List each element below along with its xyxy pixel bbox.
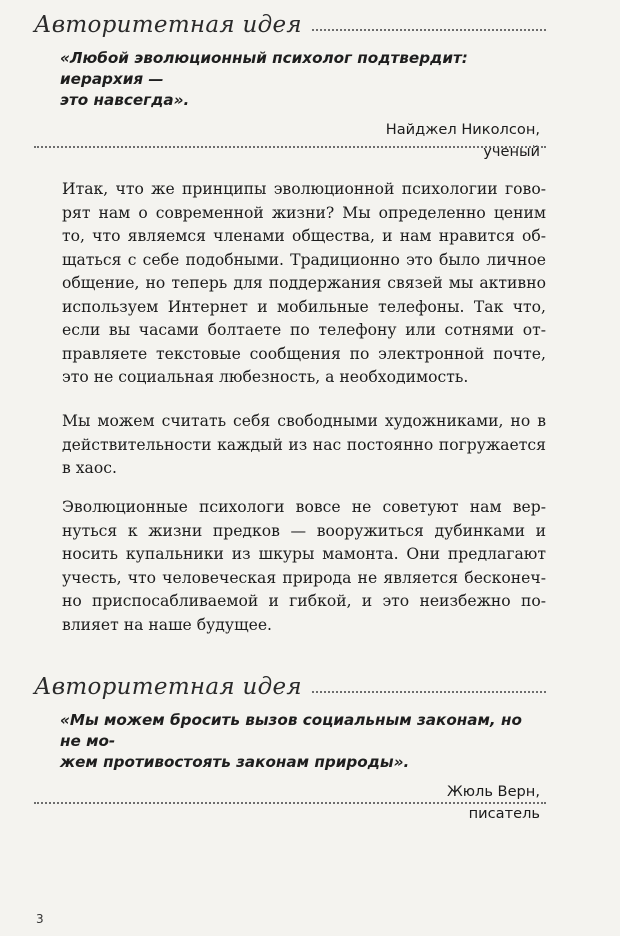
authority-idea-box-1 xyxy=(34,6,546,163)
page-number: 3 xyxy=(36,912,44,926)
quote-line: «Любой эволюционный психолог подтвердит: иерархия — xyxy=(60,49,468,88)
authority-idea-heading-row xyxy=(34,6,546,40)
body-paragraph-1 xyxy=(62,178,546,390)
text-line: в хаос. xyxy=(62,459,117,477)
text-line: используем Интернет и мобильные телефоны. Так что, xyxy=(62,297,546,316)
quote-author: Жюль Верн, xyxy=(446,783,540,800)
heading-dotted-rule xyxy=(312,691,546,693)
text-line: Итак, что же принципы эволюционной психологии гово- xyxy=(62,180,546,198)
heading-dotted-rule xyxy=(312,29,546,31)
text-line: щаться с себе подобными. Традиционно это было личное xyxy=(62,250,546,269)
quote-text xyxy=(60,710,546,773)
text-line: то, что являемся членами общества, и нам нравится об- xyxy=(62,227,546,245)
text-line: нуться к жизни предков — вооружиться дубинками и xyxy=(62,521,546,540)
quote-text xyxy=(60,48,546,111)
quote-attribution xyxy=(34,119,540,163)
text-line: действительности каждый из нас постоянно погружается xyxy=(62,435,546,454)
body-paragraph-3 xyxy=(62,496,546,637)
quote-author: Найджел Николсон, xyxy=(385,121,540,138)
text-line: правляете текстовые сообщения по электронной почте, xyxy=(62,344,546,363)
text-line: рят нам о современной жизни? Мы определенно ценим xyxy=(62,203,546,222)
quote-line: «Мы можем бросить вызов социальным законам, но не мо- xyxy=(60,711,522,750)
authority-idea-heading-row xyxy=(34,668,546,702)
quote-author-role: писатель xyxy=(468,805,540,822)
text-line: общение, но теперь для поддержания связей мы активно xyxy=(62,274,546,292)
text-line: влияет на наше будущее. xyxy=(62,615,272,634)
text-line: если вы часами болтаете по телефону или сотнями от- xyxy=(62,321,546,339)
box-bottom-dotted-rule xyxy=(34,146,546,148)
quote-author-role: ученый xyxy=(483,143,540,160)
text-line: это не социальная любезность, а необходимость. xyxy=(62,368,469,386)
authority-idea-heading: Авторитетная идея xyxy=(34,674,302,700)
text-line: учесть, что человеческая природа не является бесконеч- xyxy=(62,568,546,587)
text-line: носить купальники из шкуры мамонта. Они предлагают xyxy=(62,545,546,563)
quote-line: это навсегда». xyxy=(60,91,190,109)
body-paragraph-2 xyxy=(62,410,546,481)
text-line: Эволюционные психологи вовсе не советуют нам вер- xyxy=(62,498,546,516)
text-line: но приспосабливаемой и гибкой, и это неизбежно по- xyxy=(62,592,546,610)
quote-line: жем противостоять законам природы». xyxy=(60,753,410,771)
text-line: Мы можем считать себя свободными художниками, но в xyxy=(62,412,546,430)
authority-idea-heading: Авторитетная идея xyxy=(34,12,302,38)
box-bottom-dotted-rule xyxy=(34,802,546,804)
